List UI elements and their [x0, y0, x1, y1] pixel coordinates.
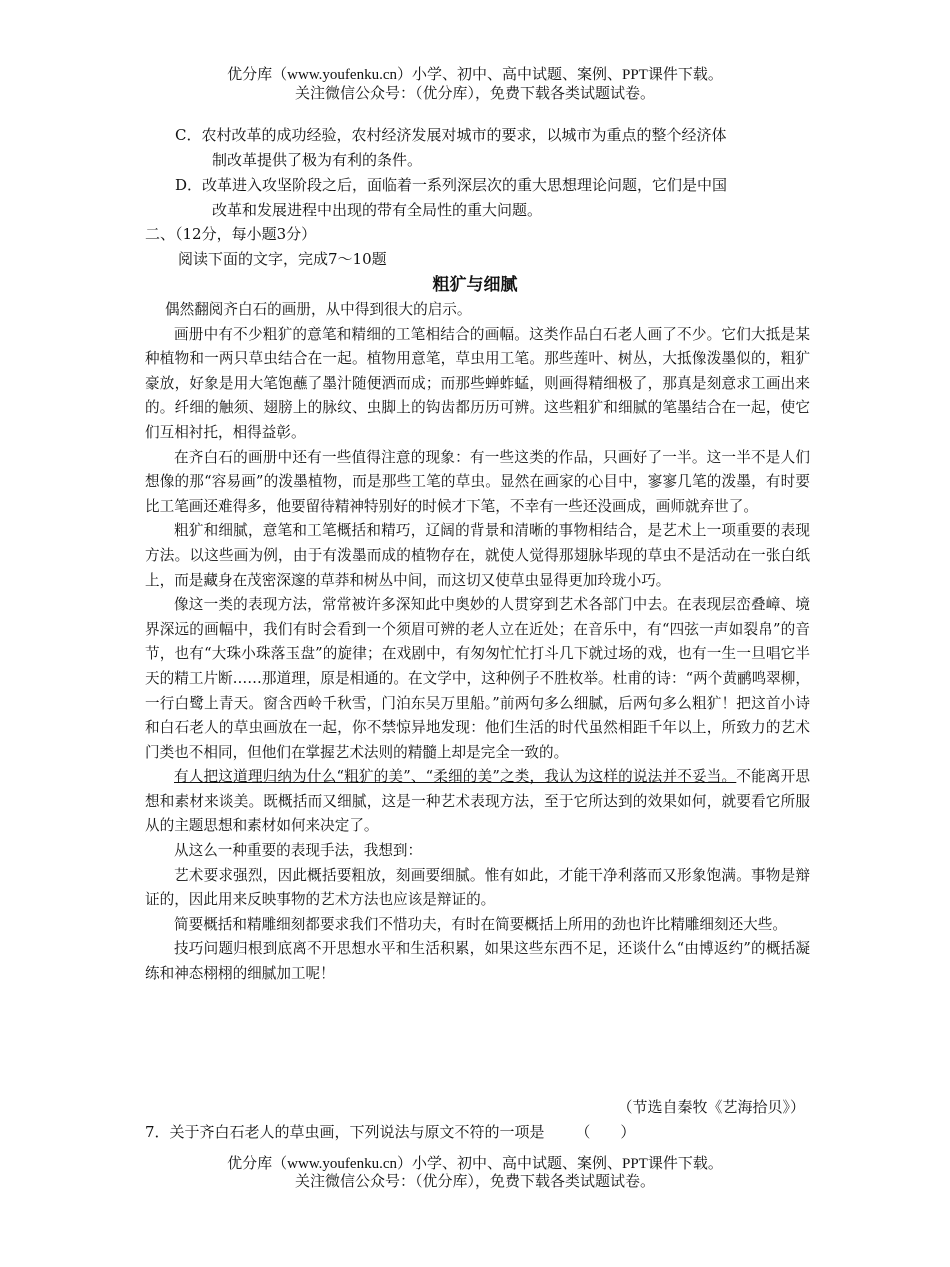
paragraph-4: 粗犷和细腻，意笔和工笔概括和精巧，辽阔的背景和清晰的事物相结合，是艺术上一项重要的表现方法。以这些画为例，由于有泼墨而成的植物存在，就使人觉得那翅脉毕现的草虫不是活动在一张白纸上，而是藏身在茂密深邃的草莽和树丛中间，而这切又使草虫显得更加玲珑小巧。 [145, 522, 810, 589]
footer-line-1: 优分库（www.youfenku.cn）小学、初中、高中试题、案例、PPT课件下载。 [227, 1156, 723, 1172]
answer-paren-open: （ [575, 1123, 591, 1141]
answer-paren-close: ） [620, 1123, 636, 1141]
paragraph-7: 从这么一种重要的表现手法，我想到： [174, 842, 423, 860]
paragraph-10: 技巧问题归根到底离不开思想水平和生活积累，如果这些东西不足，还谈什么“由博返约”的概括凝练和神态栩栩的细腻加工呢！ [145, 940, 810, 983]
paragraph-5: 像这一类的表现方法，常常被许多深知此中奥妙的人贯穿到艺术各部门中去。在表现层峦叠嶂、境界深远的画幅中，我们有时会看到一个须眉可辨的老人立在近处；在音乐中，有“四弦一声如裂帛”的音节，也有“大珠小珠落玉盘”的旋律；在戏剧中，有匆匆忙忙打斗几下就过场的戏，也有一生一旦唱它半天的精工片断……那道理，原是相通的。在文学中，这种例子不胜枚举。杜甫的诗：“两个黄鹂鸣翠柳，一行白鹭上青天。窗含西岭千秋雪，门泊东吴万里船。”前两句多么细腻，后两句多么粗犷！把这首小诗和白石老人的草虫画放在一起，你不禁惊异地发现：他们生活的时代虽然相距千年以上，所致力的艺术门类也不相同，但他们在掌握艺术法则的精髓上却是完全一致的。 [145, 596, 810, 761]
paragraph-9: 简要概括和精雕细刻都要求我们不惜功夫，有时在简要概括上所用的劲也许比精雕细刻还大些。 [174, 915, 787, 933]
reading-instruction: 阅读下面的文字，完成7～10题 [178, 250, 387, 268]
article-title: 粗犷与细腻 [432, 275, 518, 295]
option-d [175, 173, 815, 223]
option-d-text-2: 改革和发展进程中出现的带有全局性的重大问题。 [212, 201, 543, 219]
article-body [145, 298, 810, 987]
paragraph-1: 偶然翻阅齐白石的画册，从中得到很大的启示。 [165, 301, 472, 318]
header-line-1: 优分库（www.youfenku.cn）小学、初中、高中试题、案例、PPT课件下载。 [227, 67, 723, 83]
section-heading: 二、（12分，每小题3分） [145, 225, 317, 243]
footer-line-2: 关注微信公众号：（优分库），免费下载各类试题试卷。 [294, 1174, 655, 1190]
question-7-text: 7．关于齐白石老人的草虫画，下列说法与原文不符的一项是 [145, 1123, 545, 1141]
option-d-text-1: 改革进入攻坚阶段之后，面临着一系列深层次的重大思想理论问题，它们是中国 [202, 176, 728, 194]
paragraph-8: 艺术要求强烈，因此概括要粗放，刻画要细腻。惟有如此，才能干净利落而又形象饱满。事物是辩证的，因此用来反映事物的艺术方法也应该是辩证的。 [145, 866, 810, 909]
underlined-sentence: 有人把这道理归纳为什么“粗犷的美”、“柔细的美”之类，我认为这样的说法并不妥当。 [174, 768, 737, 786]
paragraph-2: 画册中有不少粗犷的意笔和精细的工笔相结合的画幅。这类作品白石老人画了不少。它们大抵是某种植物和一两只草虫结合在一起。植物用意笔，草虫用工笔。那些莲叶、树丛，大抵像泼墨似的，粗犷豪放，好象是用大笔饱蘸了墨汁随便洒而成；而那些蝉蚱蜢，则画得精细极了，那真是刻意求工画出来的。纤细的触须、翅膀上的脉纹、虫脚上的钩齿都历历可辨。这些粗犷和细腻的笔墨结合在一起，使它们互相衬托，相得益彰。 [145, 325, 810, 441]
option-c-text-2: 制改革提供了极为有利的条件。 [212, 151, 423, 169]
option-c-label: C． [175, 126, 202, 144]
option-c [175, 123, 815, 173]
header-line-2: 关注微信公众号：（优分库），免费下载各类试题试卷。 [294, 86, 655, 102]
article-source: （节选自秦牧《艺海拾贝》） [617, 1098, 805, 1116]
paragraph-6-rest: 不能离开思想和素材来谈美。既概括而又细腻，这是一种艺术表现方法，至于它所达到的效果如何，就要看它所服从的主题思想和素材如何来决定了。 [145, 768, 810, 835]
paragraph-3: 在齐白石的画册中还有一些值得注意的现象：有一些这类的作品，只画好了一半。这一半不是人们想像的那“容易画”的泼墨植物，而是那些工笔的草虫。显然在画家的心目中，寥寥几笔的泼墨，有时要比工笔画还难得多，他要留待精神特别好的时候才下笔，不幸有一些还没画成，画师就弃世了。 [145, 448, 810, 515]
question-7 [145, 1122, 635, 1142]
option-c-text-1: 农村改革的成功经验，农村经济发展对城市的要求，以城市为重点的整个经济体 [201, 126, 727, 144]
paragraph-6 [145, 765, 810, 839]
option-d-label: D． [175, 176, 203, 194]
